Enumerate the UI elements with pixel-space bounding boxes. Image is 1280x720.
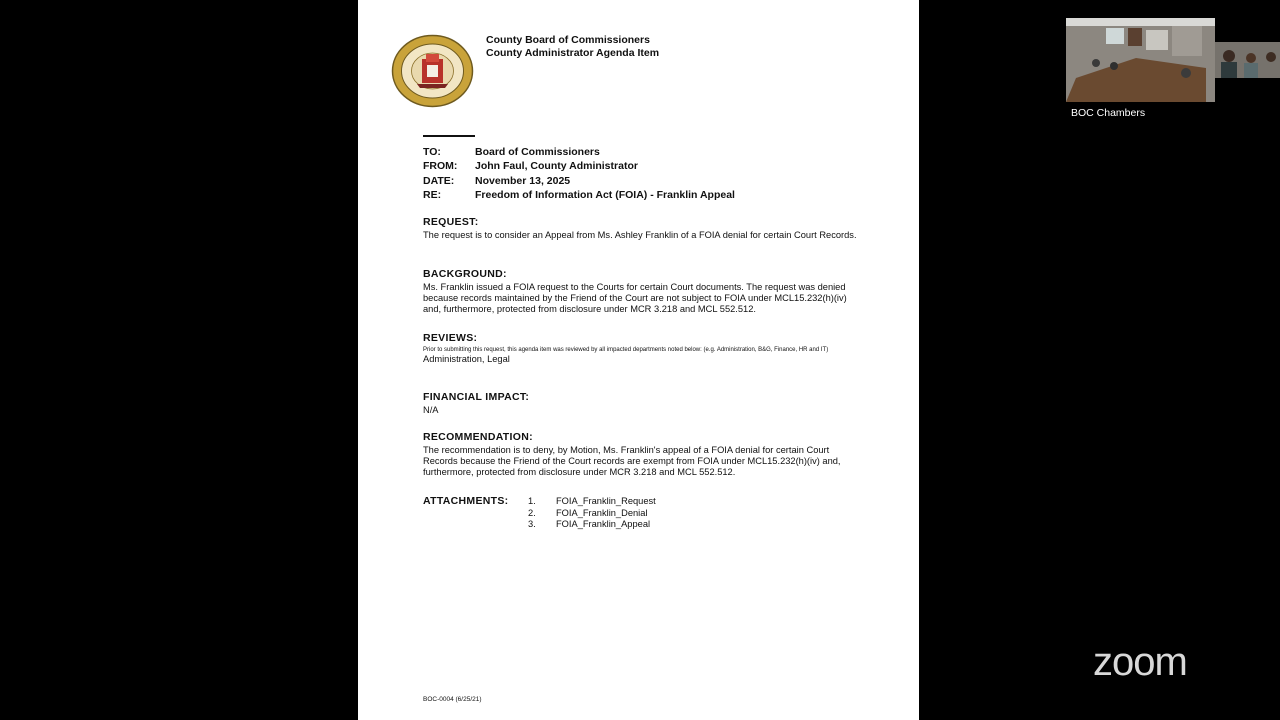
video-label: BOC Chambers [1071,107,1146,119]
reviews-heading: REVIEWS: [423,332,478,344]
memo-to: TO: Board of Commissioners [423,146,600,159]
request-heading: REQUEST: [423,216,479,228]
background-body: Ms. Franklin issued a FOIA request to the Courts for certain Court documents. The request was denied because records maintained by the Friend of the Court are not subject to FOIA under MCL15.232(h)(iv) and, furthermore, protected from disclosure under MCR 3.218 and MCL 552.512. [423,282,847,314]
recommendation-heading: RECOMMENDATION: [423,431,533,443]
zoom-logo: zoom [1093,640,1187,684]
reviews-section [423,333,863,365]
request-body: The request is to consider an Appeal from Ms. Ashley Franklin of a FOIA denial for certain Court Records. [423,230,857,240]
list-item: 1. FOIA_Franklin_Request [528,496,656,506]
memo-from: FROM: John Faul, County Administrator [423,160,638,173]
background-section [423,269,863,315]
attachments-list [528,496,728,531]
memo-re: RE: Freedom of Information Act (FOIA) - Franklin Appeal [423,189,735,202]
background-heading: BACKGROUND: [423,268,507,280]
reviews-body: Administration, Legal [423,354,510,364]
divider [423,135,475,137]
list-item: 3. FOIA_Franklin_Appeal [528,519,651,529]
header-line-2: County Administrator Agenda Item [486,46,660,59]
attachments-heading: ATTACHMENTS: [423,495,509,507]
video-thumbnail-boc-chambers[interactable] [1066,18,1215,102]
agenda-header [486,34,659,59]
video-thumbnail-participant[interactable] [1215,42,1280,78]
financial-section [423,392,863,416]
reviews-note: Prior to submitting this request, this agenda item was reviewed by all impacted departments noted below: (e.g. Administration, B&G, Finance, HR and IT) [423,347,829,353]
header-line-1: County Board of Commissioners [486,34,650,46]
county-seal-icon [391,34,474,108]
shared-document [358,0,919,720]
financial-body: N/A [423,405,439,415]
list-item: 2. FOIA_Franklin_Denial [528,507,648,518]
recommendation-section [423,432,863,478]
recommendation-body: The recommendation is to deny, by Motion, Ms. Franklin's appeal of a FOIA denial for certain Court Records because the Friend of the Court records are exempt from FOIA under MCL15.232(h)(iv) and, furthermore, protected from disclosure under MCR 3.218 and MCL 552.512. [423,445,841,477]
form-number: BOC-0004 (6/25/21) [423,696,482,703]
memo-block [423,145,735,202]
memo-date: DATE: November 13, 2025 [423,174,571,187]
financial-heading: FINANCIAL IMPACT: [423,391,530,403]
request-section [423,217,863,241]
participant-video-icon [1215,42,1280,78]
room-video-icon [1066,18,1215,102]
